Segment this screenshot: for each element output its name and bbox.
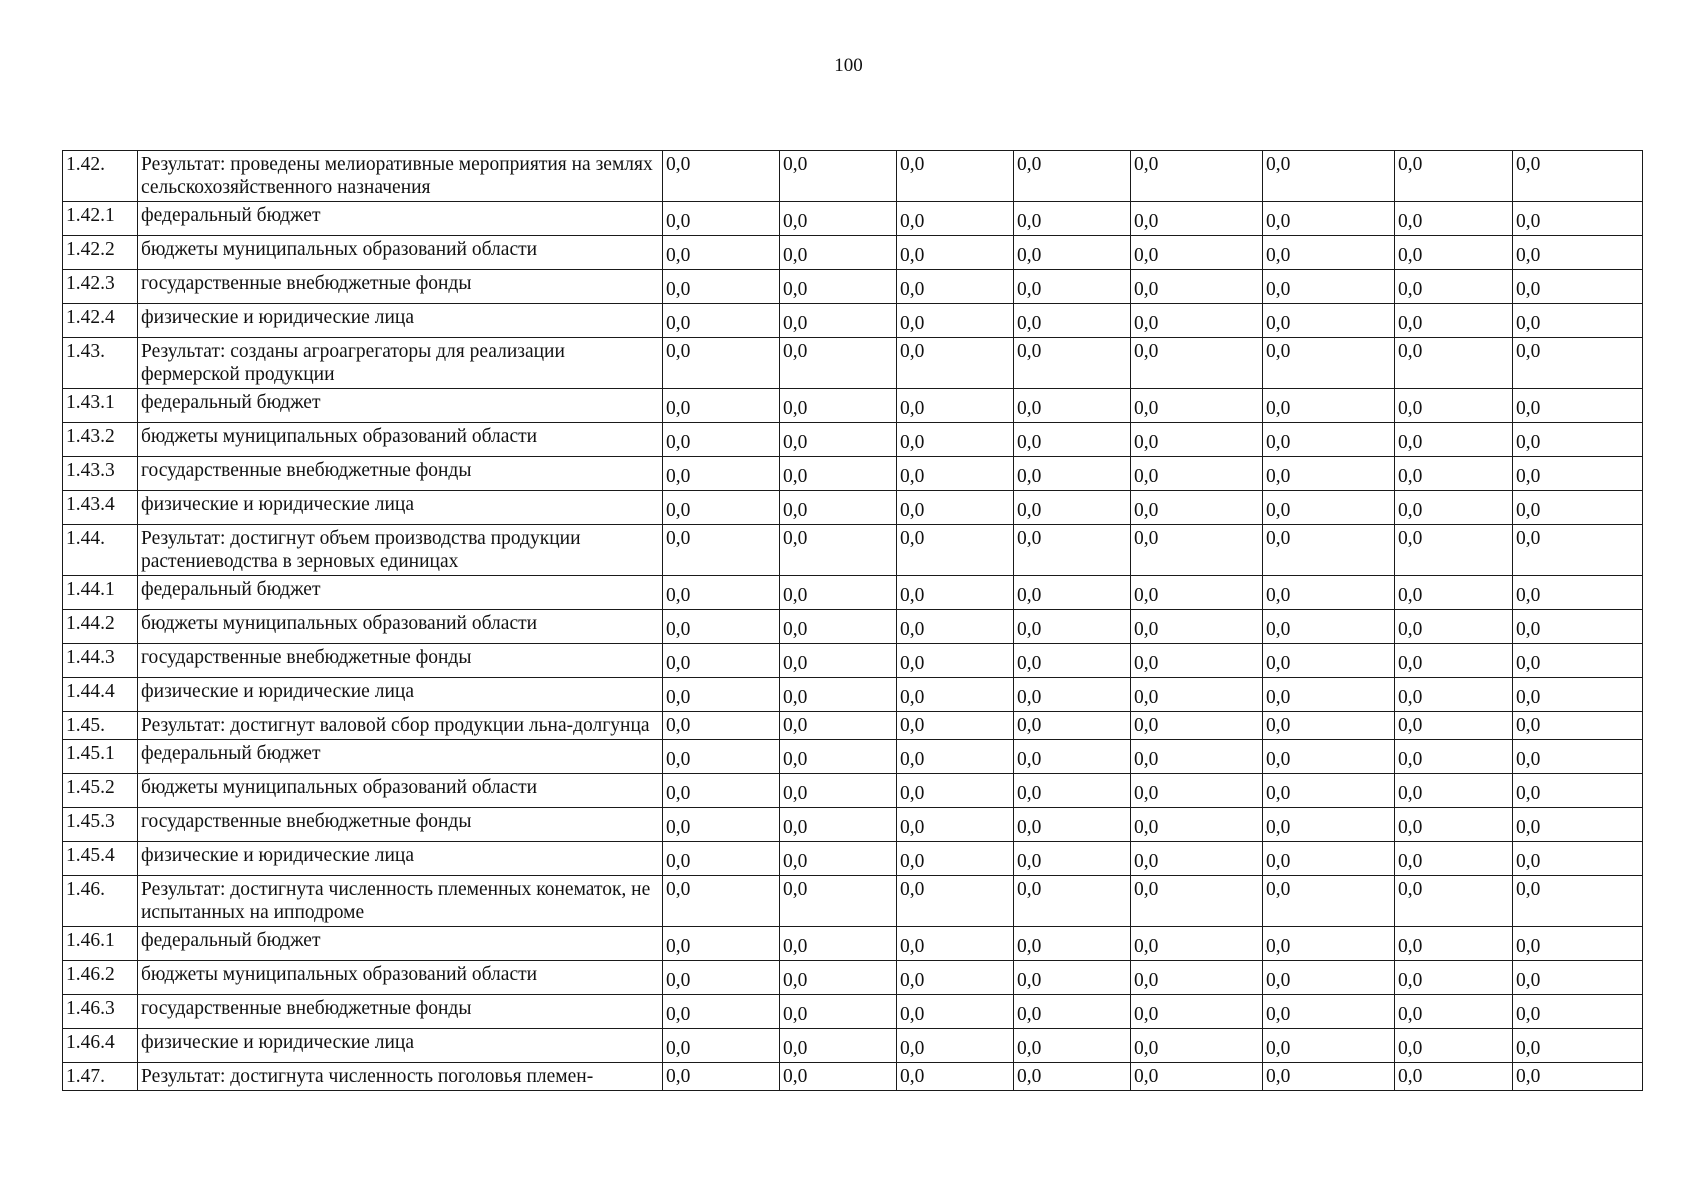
value-cell: 0,0 (897, 202, 1014, 236)
value-cell: 0,0 (1263, 151, 1395, 202)
value-cell: 0,0 (1014, 808, 1131, 842)
value-cell: 0,0 (1263, 774, 1395, 808)
value-cell: 0,0 (1131, 236, 1263, 270)
value-cell: 0,0 (1513, 644, 1643, 678)
value-cell: 0,0 (1513, 610, 1643, 644)
value-cell: 0,0 (1395, 1063, 1513, 1091)
table-row (63, 961, 1643, 995)
row-number: 1.42.2 (63, 236, 138, 270)
value-cell: 0,0 (1014, 610, 1131, 644)
table-row (63, 774, 1643, 808)
table-row (63, 491, 1643, 525)
value-cell: 0,0 (897, 995, 1014, 1029)
value-cell: 0,0 (780, 740, 897, 774)
value-cell: 0,0 (1263, 740, 1395, 774)
value-cell: 0,0 (663, 610, 780, 644)
value-cell: 0,0 (1513, 1063, 1643, 1091)
funding-source: федеральный бюджет (138, 740, 663, 774)
value-cell: 0,0 (1014, 270, 1131, 304)
value-cell: 0,0 (663, 774, 780, 808)
funding-source: государственные внебюджетные фонды (138, 457, 663, 491)
funding-source: федеральный бюджет (138, 927, 663, 961)
table-row (63, 236, 1643, 270)
value-cell: 0,0 (1014, 644, 1131, 678)
value-cell: 0,0 (897, 236, 1014, 270)
value-cell: 0,0 (897, 961, 1014, 995)
row-number: 1.43.3 (63, 457, 138, 491)
value-cell: 0,0 (780, 389, 897, 423)
value-cell: 0,0 (1131, 610, 1263, 644)
table-row (63, 644, 1643, 678)
value-cell: 0,0 (1263, 1063, 1395, 1091)
value-cell: 0,0 (1513, 236, 1643, 270)
value-cell: 0,0 (1014, 876, 1131, 927)
value-cell: 0,0 (663, 270, 780, 304)
row-number: 1.42.1 (63, 202, 138, 236)
table-row (63, 270, 1643, 304)
value-cell: 0,0 (780, 644, 897, 678)
table-row (63, 389, 1643, 423)
value-cell: 0,0 (663, 338, 780, 389)
value-cell: 0,0 (1263, 876, 1395, 927)
value-cell: 0,0 (1263, 678, 1395, 712)
value-cell: 0,0 (1131, 774, 1263, 808)
value-cell: 0,0 (897, 842, 1014, 876)
result-description: Результат: достигнут объем производства продукции растениеводства в зерновых единицах (138, 525, 663, 576)
value-cell: 0,0 (1131, 678, 1263, 712)
row-number: 1.44.2 (63, 610, 138, 644)
value-cell: 0,0 (1395, 961, 1513, 995)
value-cell: 0,0 (1263, 270, 1395, 304)
value-cell: 0,0 (1395, 270, 1513, 304)
value-cell: 0,0 (663, 1063, 780, 1091)
value-cell: 0,0 (1395, 610, 1513, 644)
value-cell: 0,0 (1131, 202, 1263, 236)
table-row (63, 576, 1643, 610)
value-cell: 0,0 (1513, 338, 1643, 389)
row-number: 1.43.2 (63, 423, 138, 457)
value-cell: 0,0 (1263, 644, 1395, 678)
value-cell: 0,0 (1395, 151, 1513, 202)
value-cell: 0,0 (1131, 576, 1263, 610)
value-cell: 0,0 (1263, 808, 1395, 842)
row-number: 1.46.3 (63, 995, 138, 1029)
value-cell: 0,0 (1131, 927, 1263, 961)
value-cell: 0,0 (1513, 678, 1643, 712)
value-cell: 0,0 (1395, 423, 1513, 457)
value-cell: 0,0 (1263, 304, 1395, 338)
value-cell: 0,0 (663, 151, 780, 202)
value-cell: 0,0 (1395, 808, 1513, 842)
value-cell: 0,0 (897, 338, 1014, 389)
value-cell: 0,0 (1263, 610, 1395, 644)
value-cell: 0,0 (1131, 525, 1263, 576)
value-cell: 0,0 (1263, 338, 1395, 389)
value-cell: 0,0 (1014, 576, 1131, 610)
value-cell: 0,0 (1014, 525, 1131, 576)
value-cell: 0,0 (1395, 712, 1513, 740)
funding-source: физические и юридические лица (138, 842, 663, 876)
value-cell: 0,0 (1395, 644, 1513, 678)
value-cell: 0,0 (1395, 995, 1513, 1029)
value-cell: 0,0 (780, 151, 897, 202)
value-cell: 0,0 (1395, 491, 1513, 525)
funding-source: государственные внебюджетные фонды (138, 270, 663, 304)
value-cell: 0,0 (897, 270, 1014, 304)
value-cell: 0,0 (1131, 457, 1263, 491)
value-cell: 0,0 (663, 236, 780, 270)
value-cell: 0,0 (780, 202, 897, 236)
value-cell: 0,0 (1014, 961, 1131, 995)
row-number: 1.45.4 (63, 842, 138, 876)
result-row (63, 338, 1643, 389)
table-row (63, 842, 1643, 876)
value-cell: 0,0 (663, 644, 780, 678)
value-cell: 0,0 (663, 712, 780, 740)
value-cell: 0,0 (897, 389, 1014, 423)
budget-table (62, 150, 1643, 1091)
funding-source: федеральный бюджет (138, 389, 663, 423)
value-cell: 0,0 (897, 457, 1014, 491)
value-cell: 0,0 (1513, 525, 1643, 576)
value-cell: 0,0 (780, 961, 897, 995)
funding-source: бюджеты муниципальных образований области (138, 961, 663, 995)
value-cell: 0,0 (780, 876, 897, 927)
value-cell: 0,0 (1014, 1063, 1131, 1091)
row-number: 1.44. (63, 525, 138, 576)
value-cell: 0,0 (1014, 712, 1131, 740)
value-cell: 0,0 (780, 576, 897, 610)
value-cell: 0,0 (1395, 678, 1513, 712)
funding-source: бюджеты муниципальных образований области (138, 423, 663, 457)
row-number: 1.45.1 (63, 740, 138, 774)
value-cell: 0,0 (780, 423, 897, 457)
value-cell: 0,0 (663, 1029, 780, 1063)
value-cell: 0,0 (1263, 236, 1395, 270)
funding-source: бюджеты муниципальных образований области (138, 774, 663, 808)
value-cell: 0,0 (1513, 995, 1643, 1029)
value-cell: 0,0 (897, 304, 1014, 338)
value-cell: 0,0 (1263, 927, 1395, 961)
value-cell: 0,0 (1014, 491, 1131, 525)
value-cell: 0,0 (1513, 151, 1643, 202)
result-description: Результат: достигнута численность племенных конематок, не испытанных на ипподроме (138, 876, 663, 927)
value-cell: 0,0 (1513, 270, 1643, 304)
value-cell: 0,0 (780, 678, 897, 712)
value-cell: 0,0 (663, 842, 780, 876)
row-number: 1.43.4 (63, 491, 138, 525)
funding-source: физические и юридические лица (138, 1029, 663, 1063)
value-cell: 0,0 (663, 491, 780, 525)
value-cell: 0,0 (1395, 1029, 1513, 1063)
value-cell: 0,0 (897, 808, 1014, 842)
value-cell: 0,0 (780, 457, 897, 491)
result-description: Результат: проведены мелиоративные мероприятия на землях сельскохозяйственного назначения (138, 151, 663, 202)
funding-source: бюджеты муниципальных образований области (138, 610, 663, 644)
value-cell: 0,0 (1513, 576, 1643, 610)
value-cell: 0,0 (1395, 842, 1513, 876)
value-cell: 0,0 (1263, 491, 1395, 525)
table-row (63, 304, 1643, 338)
value-cell: 0,0 (780, 1029, 897, 1063)
row-number: 1.42.3 (63, 270, 138, 304)
table-row (63, 610, 1643, 644)
funding-source: физические и юридические лица (138, 678, 663, 712)
value-cell: 0,0 (663, 678, 780, 712)
value-cell: 0,0 (897, 876, 1014, 927)
value-cell: 0,0 (1263, 576, 1395, 610)
value-cell: 0,0 (897, 644, 1014, 678)
value-cell: 0,0 (780, 491, 897, 525)
value-cell: 0,0 (1395, 389, 1513, 423)
value-cell: 0,0 (1131, 740, 1263, 774)
value-cell: 0,0 (1014, 842, 1131, 876)
value-cell: 0,0 (1131, 808, 1263, 842)
value-cell: 0,0 (897, 525, 1014, 576)
value-cell: 0,0 (1263, 961, 1395, 995)
value-cell: 0,0 (780, 842, 897, 876)
table-row (63, 927, 1643, 961)
value-cell: 0,0 (1395, 338, 1513, 389)
value-cell: 0,0 (1014, 202, 1131, 236)
value-cell: 0,0 (663, 389, 780, 423)
value-cell: 0,0 (897, 740, 1014, 774)
value-cell: 0,0 (1131, 304, 1263, 338)
value-cell: 0,0 (1014, 236, 1131, 270)
row-number: 1.44.1 (63, 576, 138, 610)
value-cell: 0,0 (1131, 876, 1263, 927)
funding-source: бюджеты муниципальных образований области (138, 236, 663, 270)
value-cell: 0,0 (1395, 457, 1513, 491)
table-row (63, 1029, 1643, 1063)
value-cell: 0,0 (897, 491, 1014, 525)
table-row (63, 423, 1643, 457)
funding-source: государственные внебюджетные фонды (138, 808, 663, 842)
value-cell: 0,0 (1131, 644, 1263, 678)
row-number: 1.45. (63, 712, 138, 740)
page-number: 100 (834, 55, 863, 76)
table-row (63, 202, 1643, 236)
value-cell: 0,0 (780, 995, 897, 1029)
table-row (63, 457, 1643, 491)
value-cell: 0,0 (1395, 740, 1513, 774)
value-cell: 0,0 (1131, 338, 1263, 389)
result-row (63, 712, 1643, 740)
value-cell: 0,0 (897, 678, 1014, 712)
funding-source: федеральный бюджет (138, 202, 663, 236)
value-cell: 0,0 (1014, 423, 1131, 457)
value-cell: 0,0 (1395, 774, 1513, 808)
value-cell: 0,0 (1263, 525, 1395, 576)
value-cell: 0,0 (1513, 740, 1643, 774)
result-description: Результат: достигнут валовой сбор продукции льна-долгунца (138, 712, 663, 740)
value-cell: 0,0 (1513, 1029, 1643, 1063)
value-cell: 0,0 (1014, 1029, 1131, 1063)
value-cell: 0,0 (1014, 151, 1131, 202)
value-cell: 0,0 (897, 712, 1014, 740)
value-cell: 0,0 (1513, 457, 1643, 491)
value-cell: 0,0 (1513, 712, 1643, 740)
row-number: 1.45.2 (63, 774, 138, 808)
value-cell: 0,0 (1131, 151, 1263, 202)
value-cell: 0,0 (1513, 491, 1643, 525)
value-cell: 0,0 (1513, 808, 1643, 842)
value-cell: 0,0 (1263, 457, 1395, 491)
table-row (63, 808, 1643, 842)
value-cell: 0,0 (897, 423, 1014, 457)
value-cell: 0,0 (1263, 712, 1395, 740)
value-cell: 0,0 (1513, 304, 1643, 338)
result-row (63, 151, 1643, 202)
row-number: 1.47. (63, 1063, 138, 1091)
value-cell: 0,0 (663, 740, 780, 774)
value-cell: 0,0 (1131, 712, 1263, 740)
value-cell: 0,0 (1513, 389, 1643, 423)
value-cell: 0,0 (663, 457, 780, 491)
value-cell: 0,0 (663, 961, 780, 995)
value-cell: 0,0 (1014, 774, 1131, 808)
value-cell: 0,0 (1395, 576, 1513, 610)
result-description: Результат: достигнута численность поголовья племен- (138, 1063, 663, 1091)
row-number: 1.46. (63, 876, 138, 927)
value-cell: 0,0 (1263, 202, 1395, 236)
value-cell: 0,0 (897, 610, 1014, 644)
value-cell: 0,0 (780, 927, 897, 961)
value-cell: 0,0 (897, 774, 1014, 808)
value-cell: 0,0 (780, 808, 897, 842)
value-cell: 0,0 (780, 1063, 897, 1091)
value-cell: 0,0 (897, 927, 1014, 961)
value-cell: 0,0 (1513, 423, 1643, 457)
value-cell: 0,0 (1131, 389, 1263, 423)
value-cell: 0,0 (1014, 927, 1131, 961)
value-cell: 0,0 (1513, 202, 1643, 236)
row-number: 1.45.3 (63, 808, 138, 842)
value-cell: 0,0 (1395, 236, 1513, 270)
row-number: 1.42.4 (63, 304, 138, 338)
table-row (63, 995, 1643, 1029)
value-cell: 0,0 (780, 338, 897, 389)
result-row (63, 525, 1643, 576)
value-cell: 0,0 (897, 576, 1014, 610)
row-number: 1.44.4 (63, 678, 138, 712)
row-number: 1.43.1 (63, 389, 138, 423)
value-cell: 0,0 (1395, 202, 1513, 236)
value-cell: 0,0 (780, 712, 897, 740)
value-cell: 0,0 (1014, 995, 1131, 1029)
funding-source: физические и юридические лица (138, 304, 663, 338)
value-cell: 0,0 (1131, 491, 1263, 525)
value-cell: 0,0 (1513, 842, 1643, 876)
value-cell: 0,0 (1263, 995, 1395, 1029)
value-cell: 0,0 (663, 927, 780, 961)
row-number: 1.43. (63, 338, 138, 389)
value-cell: 0,0 (1014, 304, 1131, 338)
value-cell: 0,0 (1131, 995, 1263, 1029)
value-cell: 0,0 (663, 995, 780, 1029)
value-cell: 0,0 (663, 202, 780, 236)
value-cell: 0,0 (780, 270, 897, 304)
value-cell: 0,0 (1513, 774, 1643, 808)
value-cell: 0,0 (663, 808, 780, 842)
value-cell: 0,0 (663, 304, 780, 338)
value-cell: 0,0 (1014, 338, 1131, 389)
table-row (63, 740, 1643, 774)
value-cell: 0,0 (1131, 961, 1263, 995)
row-number: 1.46.4 (63, 1029, 138, 1063)
row-number: 1.46.1 (63, 927, 138, 961)
value-cell: 0,0 (897, 1063, 1014, 1091)
value-cell: 0,0 (1014, 457, 1131, 491)
value-cell: 0,0 (663, 576, 780, 610)
value-cell: 0,0 (1014, 740, 1131, 774)
value-cell: 0,0 (780, 610, 897, 644)
value-cell: 0,0 (1131, 1029, 1263, 1063)
value-cell: 0,0 (1263, 842, 1395, 876)
value-cell: 0,0 (1014, 678, 1131, 712)
value-cell: 0,0 (1131, 270, 1263, 304)
value-cell: 0,0 (663, 525, 780, 576)
value-cell: 0,0 (1513, 961, 1643, 995)
value-cell: 0,0 (1513, 927, 1643, 961)
funding-source: федеральный бюджет (138, 576, 663, 610)
value-cell: 0,0 (780, 525, 897, 576)
funding-source: государственные внебюджетные фонды (138, 644, 663, 678)
value-cell: 0,0 (780, 304, 897, 338)
result-row (63, 1063, 1643, 1091)
value-cell: 0,0 (780, 236, 897, 270)
row-number: 1.44.3 (63, 644, 138, 678)
row-number: 1.42. (63, 151, 138, 202)
table-body (63, 151, 1643, 1091)
value-cell: 0,0 (1131, 423, 1263, 457)
value-cell: 0,0 (1263, 1029, 1395, 1063)
table-row (63, 678, 1643, 712)
row-number: 1.46.2 (63, 961, 138, 995)
value-cell: 0,0 (1131, 1063, 1263, 1091)
value-cell: 0,0 (1395, 876, 1513, 927)
value-cell: 0,0 (897, 151, 1014, 202)
value-cell: 0,0 (1131, 842, 1263, 876)
value-cell: 0,0 (1263, 423, 1395, 457)
value-cell: 0,0 (663, 423, 780, 457)
value-cell: 0,0 (897, 1029, 1014, 1063)
result-description: Результат: созданы агроагрегаторы для реализации фермерской продукции (138, 338, 663, 389)
value-cell: 0,0 (1395, 927, 1513, 961)
value-cell: 0,0 (1395, 304, 1513, 338)
funding-source: государственные внебюджетные фонды (138, 995, 663, 1029)
value-cell: 0,0 (663, 876, 780, 927)
funding-source: физические и юридические лица (138, 491, 663, 525)
value-cell: 0,0 (1513, 876, 1643, 927)
result-row (63, 876, 1643, 927)
value-cell: 0,0 (1014, 389, 1131, 423)
value-cell: 0,0 (1395, 525, 1513, 576)
value-cell: 0,0 (780, 774, 897, 808)
value-cell: 0,0 (1263, 389, 1395, 423)
